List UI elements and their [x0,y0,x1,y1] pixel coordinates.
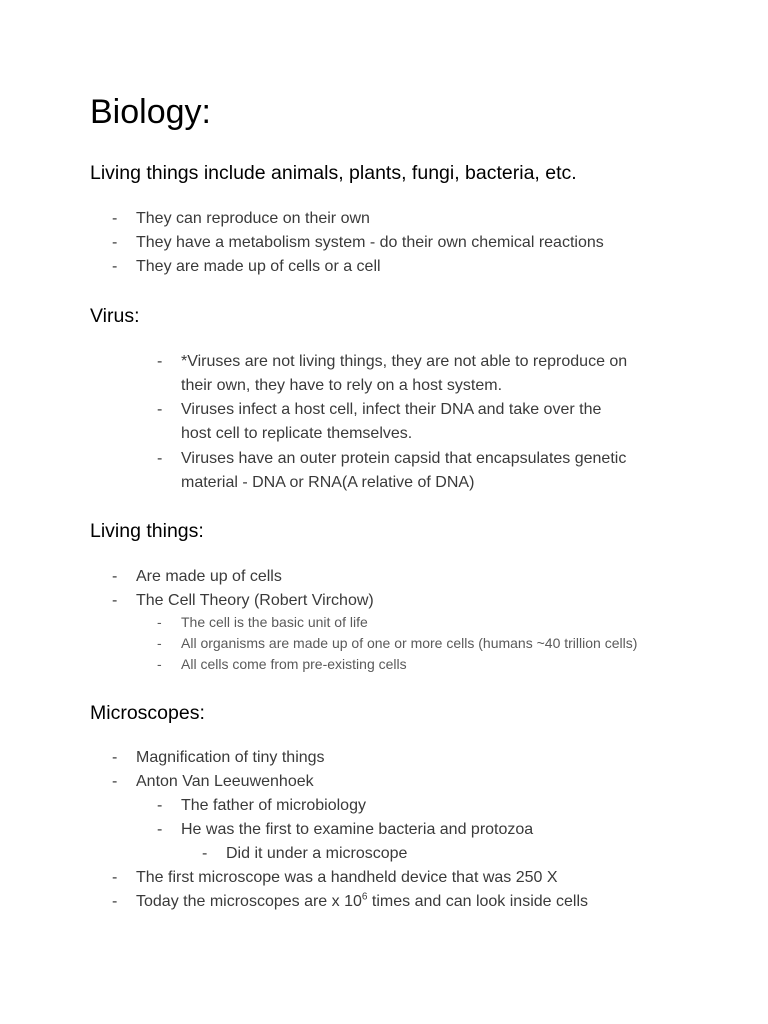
bullet-dash: - [157,821,163,838]
list-item-text: The first microscope was a handheld device that was 250 X [136,869,558,886]
bullet-dash: - [157,401,163,418]
list-item-text: They have a metabolism system - do their own chemical reactions [136,234,604,251]
sub-list-item-text: All organisms are made up of one or more cells (humans ~40 trillion cells) [181,635,638,651]
bullet-dash: - [112,869,118,886]
intro-heading: Living things include animals, plants, fungi, bacteria, etc. [90,162,577,184]
bullet-dash: - [112,749,118,766]
list-item-text: They are made up of cells or a cell [136,258,381,275]
bullet-dash: - [157,635,162,651]
list-item-text: Anton Van Leeuwenhoek [136,773,314,790]
sub-list-item-text: The father of microbiology [181,797,366,814]
bullet-dash: - [157,656,162,672]
microscopes-heading: Microscopes: [90,702,205,724]
virus-heading: Virus: [90,305,140,327]
sub-list-item-text: The cell is the basic unit of life [181,614,368,630]
list-item-text-part: Today the microscopes are x 10 [136,893,362,910]
bullet-dash: - [157,353,163,370]
list-item-text: Viruses infect a host cell, infect their DNA and take over the [181,401,602,418]
bullet-dash: - [202,845,208,862]
bullet-dash: - [112,893,118,910]
list-item-text: They can reproduce on their own [136,210,370,227]
bullet-dash: - [112,210,118,227]
list-item-text: The Cell Theory (Robert Virchow) [136,592,374,609]
bullet-dash: - [112,592,118,609]
sub-list-item-text: All cells come from pre-existing cells [181,656,407,672]
bullet-dash: - [157,450,163,467]
list-item-text: Viruses have an outer protein capsid that encapsulates genetic [181,450,627,467]
bullet-dash: - [157,797,163,814]
list-item-text: *Viruses are not living things, they are not able to reproduce on [181,353,628,370]
bullet-dash: - [112,568,118,585]
list-item-text-part: times and can look inside cells [367,893,589,910]
bullet-dash: - [112,773,118,790]
bullet-dash: - [112,234,118,251]
bullet-dash: - [112,258,118,275]
bullet-dash: - [157,614,162,630]
list-item-text-continued: host cell to replicate themselves. [181,425,413,442]
list-item-text: Are made up of cells [136,568,282,585]
list-item-text: Magnification of tiny things [136,749,325,766]
exponent: 6 [361,891,368,903]
list-item-text [136,890,588,914]
list-item-text-continued: material - DNA or RNA(A relative of DNA) [181,474,475,491]
sub-sub-list-item-text: Did it under a microscope [226,845,408,862]
living-things-heading: Living things: [90,520,204,542]
document-title: Biology: [90,93,211,131]
list-item-text-continued: their own, they have to rely on a host system. [181,377,503,394]
sub-list-item-text: He was the first to examine bacteria and protozoa [181,821,534,838]
